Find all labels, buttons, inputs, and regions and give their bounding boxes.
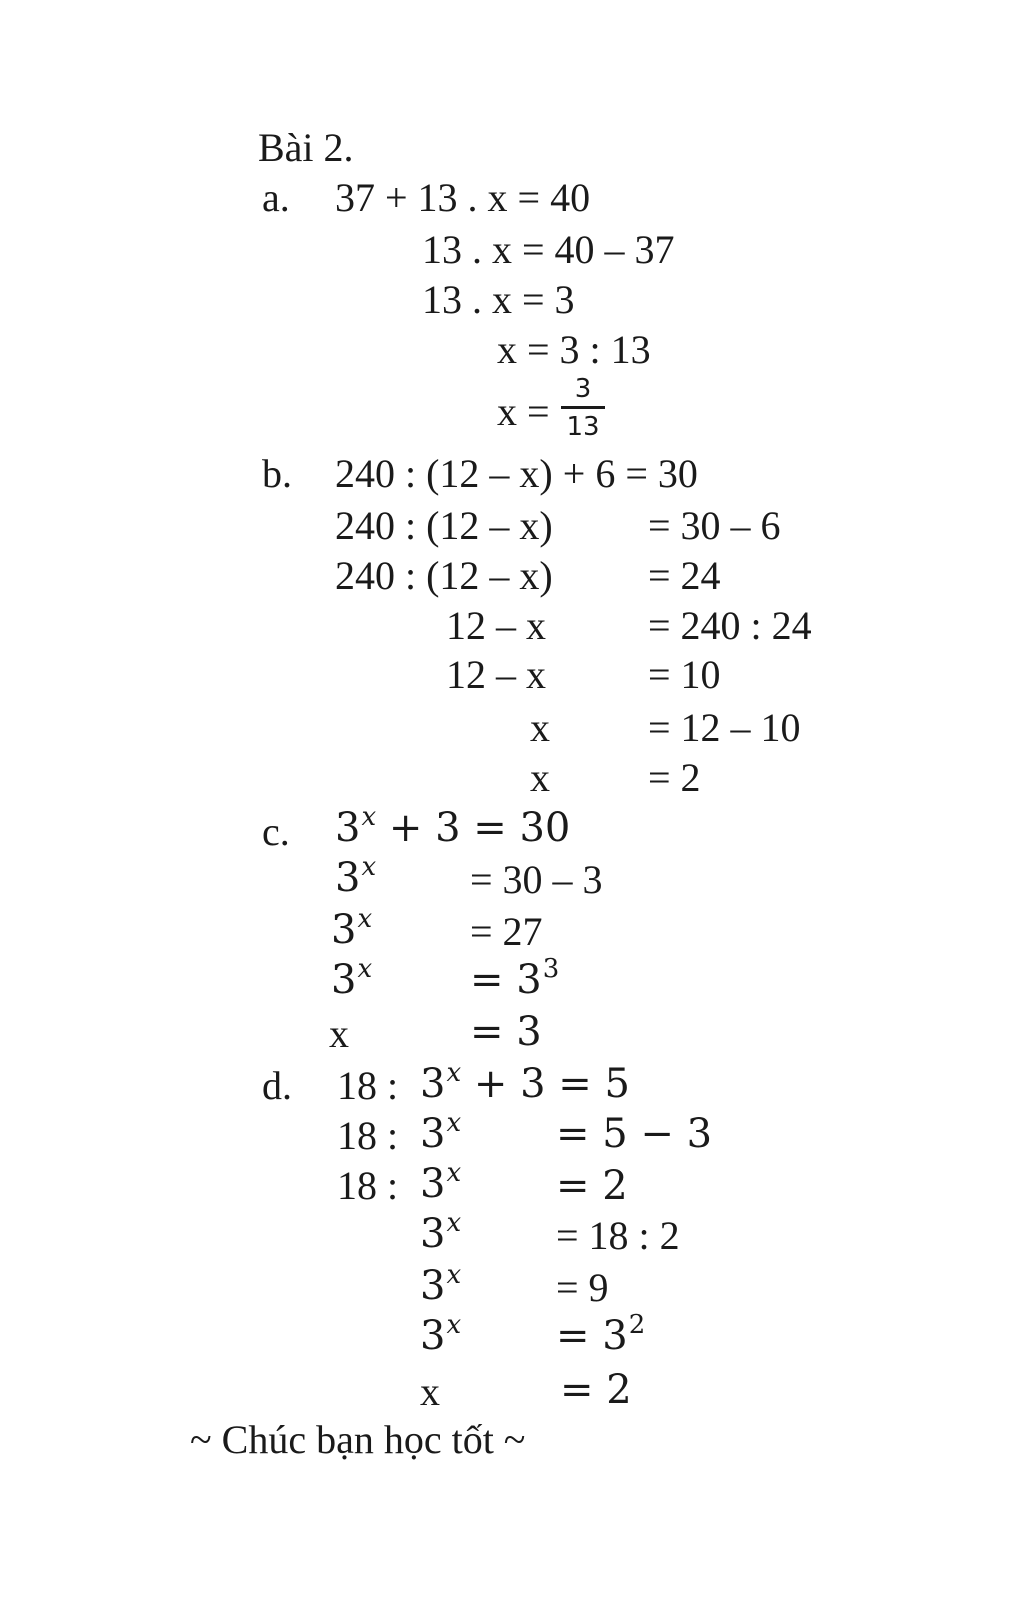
part-a-line-2: 13 . x = 40 – 37: [422, 227, 675, 272]
power-base: 3: [335, 855, 361, 901]
part-a-label: a.: [262, 175, 290, 220]
power-exponent: x: [446, 1208, 462, 1238]
power-base: 3: [420, 1263, 446, 1309]
part-b-line-6-lhs: x: [530, 705, 550, 750]
part-d-line-2-rhs: = 5 − 3: [556, 1111, 713, 1157]
part-c-line-4-lhs: [331, 954, 373, 1003]
part-c-line-1: [335, 802, 571, 851]
part-d-line-2-prefix: 18 :: [337, 1113, 399, 1158]
part-b-line-7-rhs: = 2: [648, 755, 701, 800]
part-c-line-5-rhs: = 3: [470, 1009, 542, 1055]
power-base: 3: [420, 1111, 446, 1157]
power-exponent: x: [446, 1260, 462, 1290]
part-d-line-4-rhs: = 18 : 2: [556, 1213, 680, 1258]
part-b-line-7-lhs: x: [530, 755, 550, 800]
power-base: 3: [331, 907, 357, 953]
part-d-line-6-rhs: [556, 1310, 646, 1359]
power-base: 3: [420, 1161, 446, 1207]
part-d-line-3-prefix: 18 :: [337, 1163, 399, 1208]
power-base: 3: [420, 1313, 446, 1359]
part-b-line-1: 240 : (12 – x) + 6 = 30: [335, 451, 698, 496]
power-base: 3: [335, 805, 361, 851]
part-d-line-3-rhs: = 2: [556, 1163, 628, 1209]
equation-rest: + 3 = 5: [461, 1061, 630, 1107]
exercise-title: Bài 2.: [258, 125, 354, 170]
part-c-line-5-lhs: x: [329, 1011, 349, 1056]
part-d-line-3-lhs: [420, 1158, 462, 1207]
part-b-line-2-lhs: 240 : (12 – x): [335, 503, 553, 548]
part-b-label: b.: [262, 451, 292, 496]
equation-rest: + 3 = 30: [376, 805, 571, 851]
part-a-line-4: x = 3 : 13: [497, 327, 651, 372]
part-d-line-1-prefix: 18 :: [337, 1063, 399, 1108]
part-c-line-3-lhs: [331, 904, 373, 953]
fraction-denominator: 13: [566, 412, 600, 442]
power-base: 3: [420, 1061, 446, 1107]
part-b-line-2-rhs: = 30 – 6: [648, 503, 781, 548]
part-a-line-3: 13 . x = 3: [422, 277, 575, 322]
part-b-line-5-lhs: 12 – x: [446, 652, 546, 697]
part-b-line-6-rhs: = 12 – 10: [648, 705, 801, 750]
power-exponent: x: [446, 1310, 462, 1340]
part-b-line-3-rhs: = 24: [648, 553, 721, 598]
part-d-line-7-lhs: x: [420, 1369, 440, 1414]
rhs-base: = 3: [556, 1313, 628, 1359]
power-exponent: x: [446, 1158, 462, 1188]
part-c-line-2-rhs: = 30 – 3: [470, 857, 603, 902]
part-b-line-4-rhs: = 240 : 24: [648, 603, 812, 648]
rhs-exponent: 3: [542, 954, 560, 984]
part-d-line-7-rhs: = 2: [560, 1367, 632, 1413]
part-d-line-4-lhs: [420, 1208, 462, 1257]
fraction-bar: [561, 406, 605, 409]
power-exponent: x: [361, 802, 377, 832]
part-b-line-5-rhs: = 10: [648, 652, 721, 697]
part-a-line-5-lhs: x =: [497, 389, 550, 434]
power-exponent: x: [361, 852, 377, 882]
power-exponent: x: [446, 1058, 462, 1088]
part-d-line-5-lhs: [420, 1260, 462, 1309]
part-d-line-1: [420, 1058, 630, 1107]
rhs-exponent: 2: [628, 1310, 646, 1340]
part-b-line-3-lhs: 240 : (12 – x): [335, 553, 553, 598]
power-exponent: x: [357, 904, 373, 934]
power-exponent: x: [357, 954, 373, 984]
power-base: 3: [420, 1211, 446, 1257]
part-c-label: c.: [262, 809, 290, 854]
part-c-line-4-rhs: [470, 954, 560, 1003]
power-exponent: x: [446, 1108, 462, 1138]
part-d-line-6-lhs: [420, 1310, 462, 1359]
rhs-base: = 3: [470, 957, 542, 1003]
part-d-line-5-rhs: = 9: [556, 1265, 609, 1310]
part-a-fraction: [561, 376, 605, 440]
part-c-line-2-lhs: [335, 852, 377, 901]
power-base: 3: [331, 957, 357, 1003]
fraction-numerator: 3: [574, 374, 592, 404]
part-d-label: d.: [262, 1063, 292, 1108]
part-d-line-2-lhs: [420, 1108, 462, 1157]
closing-message: ~ Chúc bạn học tốt ~: [190, 1417, 526, 1462]
part-b-line-4-lhs: 12 – x: [446, 603, 546, 648]
part-c-line-3-rhs: = 27: [470, 909, 543, 954]
part-a-line-1: 37 + 13 . x = 40: [335, 175, 591, 220]
